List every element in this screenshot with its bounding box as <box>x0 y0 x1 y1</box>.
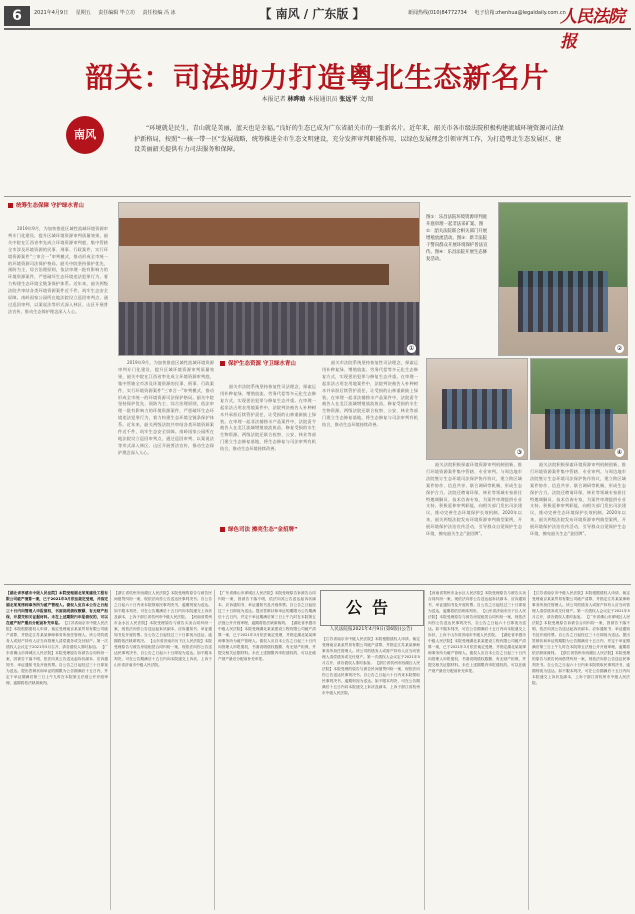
announcement-entry: 【河南省郑州市金水区人民法院】本院受理原告与被告买卖合同纠纷一案，现依法向你公告送达起诉状副本、应诉通知书、举证通知书及开庭传票。自公告之日起经过三十日即视为送达，逾期将依法缺席判决。 <box>428 591 526 613</box>
header-meta-right <box>408 9 572 16</box>
announcement-entry: 【山东省济南市历下区人民法院】本院受理原告与被告房屋租赁合同纠纷一案，现依法向你公告送达民事判决书，自公告之日起六十日即视为送达。如不服本判决，可在公告期满后十五日内向本院递交上诉状，上诉于山东省济南市中级人民法院。 <box>114 639 212 667</box>
section3-body: 韶关法院积极探索环境资源审判机制创新，推行环境资源案件集中管辖、专业审判。与周边地市法院签订生态环境司法保护协作协议，建立跨区域案件协作、信息共享、联合调研等机制，形成生态保护合力。法院还聘请环保、林业等领域专家担任特邀调解员、技术咨询专家，为案件审理提供专业支持。积极延伸审判职能，向相关部门发出司法建议，推动完善生态环境保护长效机制。2020年以来，韶关两级法院发布环境资源审判典型案例，开展环境保护法治宣传活动，引导群众自觉保护生态环境，擦亮韶关生态“金招牌”。 <box>426 462 522 537</box>
article-byline <box>0 94 635 103</box>
photo-number-badge: ② <box>616 345 623 352</box>
photo-number-badge: ① <box>408 345 415 352</box>
restoration-photo <box>530 358 628 460</box>
page-number: 6 <box>4 6 30 26</box>
announcement-subtitle: 人民法院报2021年4月9日(第6版)(公告) <box>329 627 413 632</box>
column-seal: 南风 <box>66 116 104 154</box>
photo-wall-band <box>119 218 419 245</box>
announcement-column-3 <box>218 590 316 910</box>
article-headline: 韶关：司法助力打造粤北生态新名片 <box>85 61 550 94</box>
newspaper-logo: 人民法院报 <box>560 7 624 52</box>
article-column-4 <box>322 360 418 580</box>
announcement-entry: 【山东省济南市历下区人民法院】本院受理原告与被告房屋租赁合同纠纷一案，现依法向你公告送达民事判决书，自公告之日起六十日即视为送达。如不服本判决，可在公告期满后十五日内向本院递交上诉状，上诉于山东省济南市中级人民法院。 <box>428 609 526 637</box>
section1-body: 2019年9月，为加快推进区域性流域环境资源审判专门化建设，提升区域环境资源审判质量效果，韶关中院在江西省率先成立环境资源审判庭，集中管辖全市涉及环境资源的民事、刑事、行政案件，实行环境资源案件“三审合一”审判模式，推动形成全市统一的环境资源司法保护格局。韶关中院坚持保护优先、预防为主、综合治理原则，依法审理一批有影响力的环境资源案件，严惩破坏生态环境违法犯罪行为，着力构建生态环境全链条保护体系。近年来，韶关两级法院共审结各类环境资源案件近千件，筑牢生态安全屏障。南岭国家公园所在地法院设立巡回审判点，通过巡回审判、以案说法等形式深入林区、山区开展普法宣传，推动生态保护理念深入人心。 <box>8 226 108 314</box>
channel-title: 【 南风 / 广东版 】 <box>259 7 365 21</box>
section-marker-icon <box>8 203 13 208</box>
section2-title <box>220 360 316 368</box>
article-column-2 <box>118 360 214 580</box>
section1-body-cont: 2019年9月，为加快推进区域性流域环境资源审判专门化建设，提升区域环境资源审判质量效果，韶关中院在江西省率先成立环境资源审判庭，集中管辖全市涉及环境资源的民事、刑事、行政案件，实行环境资源案件“三审合一”审判模式，推动形成全市统一的环境资源司法保护格局。韶关中院坚持保护优先、预防为主、综合治理原则，依法审理一批有影响力的环境资源案件，严惩破坏生态环境违法犯罪行为，着力构建生态环境全链条保护体系。近年来，韶关两级法院共审结各类环境资源案件近千件，筑牢生态安全屏障。南岭国家公园所在地法院设立巡回审判点，通过巡回审判、以案说法等形式深入林区、山区开展普法宣传，推动生态保护理念深入人心。 <box>118 360 214 455</box>
announcement-column-1 <box>6 590 108 910</box>
section2-body: 韶关市法院系统坚持恢复性司法理念，探索运用补种复绿、增殖放流、劳务代偿等多元化生态修复方式，实现惩治犯罪与修复生态并重。在审理一起非法占用农用地案件中，法院判决被告人补种树木并承担后续管护责任，让受损的山林重新披上绿装。在审理一起非法捕捞水产品案件中，法院责令被告人在北江流域增殖放流鱼苗，修复受损的水生生物资源。两级法院还联合检察、公安、林业等部门建立生态修复基地，将生态修复与司法审判有机结合，推动生态环境持续改善。 <box>220 384 316 452</box>
header-meta-left <box>34 9 182 16</box>
photo-participants <box>518 271 608 332</box>
announcement-entry: 【湖北省孝感市中级人民法院】本院受理湖北某某建设工程有限公司破产清算一案，已于2021年3月依法裁定受理，并指定湖北某某律师事务所为破产管理人。债权人应自本公告之日起三十日内向管理人申报债权，书面说明债权数额、有无财产担保，并提交相关证据材料。未在上述期限内申报债权的，可以在破产财产最后分配前补充申报。 <box>218 621 316 661</box>
section2-body-cont: 韶关市法院系统坚持恢复性司法理念，探索运用补种复绿、增殖放流、劳务代偿等多元化生态修复方式，实现惩治犯罪与修复生态并重。在审理一起非法占用农用地案件中，法院判决被告人补种树木并承担后续管护责任，让受损的山林重新披上绿装。在审理一起非法捕捞水产品案件中，法院责令被告人在北江流域增殖放流鱼苗，修复受损的水生生物资源。两级法院还联合检察、公安、林业等部门建立生态修复基地，将生态修复与司法审判有机结合，推动生态环境持续改善。 <box>322 360 418 428</box>
announcement-column-2 <box>114 590 212 910</box>
announcement-column-4 <box>322 636 420 910</box>
photo-caption: 图①：乐昌法院环境资源审判庭开庭审理一起非法采矿案。图②：韶关法院联合相关部门开展增殖放流活动。图③：新丰法院干警向群众开展环境保护普法宣传。图④：乐昌法院开展生态修复活动。 <box>426 215 488 262</box>
announcement-title: 公告 <box>345 598 398 617</box>
news-hotline: 新闻热线(010)84772734 <box>408 10 467 16</box>
photo-participants <box>442 389 512 429</box>
article-lead: “环境就是民生，青山就是美丽，蓝天也是幸福。”良好的生态已成为广东省韶关市的一张新名片。近年来，韶关市各市级法院积极构建流域环境资源司法保护新格局，按照“一核一带一区”发展战略，统筹推进全市生态文明建设，充分发挥审判职能作用，以绿色发展理念引领审判工作，为打造粤北生态发展区、建设美丽韶关提供有力司法服务和保障。 <box>134 125 564 153</box>
announcement-entry: 【江苏省南京市中级人民法院】本院根据债权人申请，裁定受理南京某某贸易有限公司破产清算，并指定江苏某某律师事务所担任管理人。该公司的债务人或财产持有人应当向管理人清偿债务或交付财产。第一次债权人会议定于2021年5月召开，请各债权人准时参加。 <box>322 637 420 665</box>
courtroom-photo <box>118 202 420 356</box>
photo-judges-bench <box>149 264 389 285</box>
announcement-entry: 【河南省郑州市金水区人民法院】本院受理原告与被告买卖合同纠纷一案，现依法向你公告送达起诉状副本、应诉通知书、举证通知书及开庭传票。自公告之日起经过三十日即视为送达，逾期将依法缺席判决。 <box>114 615 212 643</box>
section3-body-cont: 韶关法院积极探索环境资源审判机制创新，推行环境资源案件集中管辖、专业审判。与周边地市法院签订生态环境司法保护协作协议，建立跨区域案件协作、信息共享、联合调研等机制，形成生态保护合力。法院还聘请环保、林业等领域专家担任特邀调解员、技术咨询专家，为案件审理提供专业支持。积极延伸审判职能，向相关部门发出司法建议，推动完善生态环境保护长效机制。2020年以来，韶关两级法院发布环境资源审判典型案例，开展环境保护法治宣传活动，引导群众自觉保护生态环境，擦亮韶关生态“金招牌”。 <box>530 462 626 537</box>
section1-title <box>8 202 108 210</box>
byline-suffix: 文/图 <box>359 96 374 103</box>
announcement-entry: 【广东省佛山市禅城区人民法院】本院受理原告诉被告合同纠纷一案，因被告下落不明，依法向其公告送达起诉状副本、应诉通知书、举证通知书及开庭传票。自公告之日起经过三十日即视为送达。提出答辩状和举证的期限为公告期满后十五日内，并定于举证期满后第三日上午九时在本院第五法庭公开开庭审理，逾期将依法缺席裁判。 <box>532 615 630 655</box>
article-column-6 <box>530 462 626 580</box>
section3-title-text: 绿色司法 擦亮生态“金招牌” <box>228 527 298 533</box>
photo-participants <box>545 409 612 449</box>
announcement-entry: 【湖北省孝感市中级人民法院】本院受理湖北某某建设工程有限公司破产清算一案，已于2021年3月依法裁定受理，并指定湖北某某律师事务所为破产管理人。债权人应自本公告之日起三十日内向管理人申报债权，书面说明债权数额、有无财产担保，并提交相关证据材料。未在上述期限内申报债权的，可以在破产财产最后分配前补充申报。 <box>428 633 526 673</box>
photo-audience <box>119 302 419 355</box>
announcement-entry: 【湖北省孝感市中级人民法院】本院受理湖北某某建设工程有限公司破产清算一案，已于2021年3月依法裁定受理，并指定湖北某某律师事务所为破产管理人。债权人应自本公告之日起三十日内向管理人申报债权，书面说明债权数额、有无财产担保，并提交相关证据材料。未在上述期限内申报债权的，可以在破产财产最后分配前补充申报。 <box>6 591 108 625</box>
contact-email: 电子信箱:zhenhua@legaldaily.com.cn <box>474 10 566 16</box>
article-column-5 <box>426 462 522 580</box>
announcement-title-box <box>320 590 424 626</box>
column-rule <box>214 590 215 910</box>
header-rule <box>4 28 631 30</box>
column-rule <box>528 590 529 910</box>
reporter-name: 林晔晗 <box>287 96 306 103</box>
announcement-entry: 【广东省佛山市禅城区人民法院】本院受理原告诉被告合同纠纷一案，因被告下落不明，依法向其公告送达起诉状副本、应诉通知书、举证通知书及开庭传票。自公告之日起经过三十日即视为送达。提出答辩状和举证的期限为公告期满后十五日内，并定于举证期满后第三日上午九时在本院第五法庭公开开庭审理，逾期将依法缺席裁判。 <box>218 591 316 625</box>
section-marker-icon <box>220 527 225 532</box>
column-rule <box>110 590 111 910</box>
announcement-entry: 【浙江省杭州市西湖区人民法院】本院受理的原告与被告民间借贷纠纷一案，现依法向你公告送达民事判决书。自公告之日起六十日内来本院领取民事判决书，逾期则视为送达。如不服本判决，可在公告期满后十五日内向本院递交上诉状及副本，上诉于浙江省杭州市中级人民法院。 <box>114 591 212 619</box>
photo-number-badge: ③ <box>516 449 523 456</box>
column-rule <box>424 590 425 910</box>
announcement-entry: 【江苏省南京市中级人民法院】本院根据债权人申请，裁定受理南京某某贸易有限公司破产清算，并指定江苏某某律师事务所担任管理人。该公司的债务人或财产持有人应当向管理人清偿债务或交付财产。第一次债权人会议定于2021年5月召开，请各债权人准时参加。 <box>532 591 630 619</box>
byline-mid: 本报通讯员 <box>307 96 338 103</box>
section3-title <box>220 526 316 534</box>
issue-date: 2021年4月9日 <box>34 10 69 16</box>
release-photo <box>498 202 628 356</box>
announcement-divider <box>4 584 631 585</box>
photo-greenery <box>531 359 627 414</box>
announcement-entry: 【浙江省杭州市西湖区人民法院】本院受理的原告与被告民间借贷纠纷一案，现依法向你公告送达民事判决书。自公告之日起六十日内来本院领取民事判决书，逾期则视为送达。如不服本判决，可在公告期满后十五日内向本院递交上诉状及副本，上诉于浙江省杭州市中级人民法院。 <box>322 661 420 695</box>
editor-credit: 责任编辑 毕立功 <box>98 10 135 16</box>
outreach-photo <box>426 358 528 460</box>
lead-divider <box>4 196 631 197</box>
section1-title-text: 统筹生态保障 守护绿水青山 <box>16 203 84 209</box>
article-column-3 <box>220 384 316 580</box>
correspondent-name: 张远平 <box>339 96 358 103</box>
announcement-column-5 <box>428 590 526 910</box>
article-column-1 <box>8 226 108 578</box>
issue-weekday: 星期五 <box>75 10 91 16</box>
section-marker-icon <box>220 361 225 366</box>
announcement-entry: 【江苏省南京市中级人民法院】本院根据债权人申请，裁定受理南京某某贸易有限公司破产清算，并指定江苏某某律师事务所担任管理人。该公司的债务人或财产持有人应当向管理人清偿债务或交付财产。第一次债权人会议定于2021年5月召开，请各债权人准时参加。 <box>6 621 108 649</box>
photo-number-badge: ④ <box>616 449 623 456</box>
announcement-column-6 <box>532 590 630 910</box>
announcement-entry: 【广东省佛山市禅城区人民法院】本院受理原告诉被告合同纠纷一案，因被告下落不明，依法向其公告送达起诉状副本、应诉通知书、举证通知书及开庭传票。自公告之日起经过三十日即视为送达。提出答辩状和举证的期限为公告期满后十五日内，并定于举证期满后第三日上午九时在本院第五法庭公开开庭审理，逾期将依法缺席裁判。 <box>6 645 108 685</box>
section2-title-text: 保护生态资源 守卫绿水青山 <box>228 361 296 367</box>
announcement-entry: 【浙江省杭州市西湖区人民法院】本院受理的原告与被告民间借贷纠纷一案，现依法向你公告送达民事判决书。自公告之日起六十日内来本院领取民事判决书，逾期则视为送达。如不服本判决，可在公告期满后十五日内向本院递交上诉状及副本，上诉于浙江省杭州市中级人民法院。 <box>532 651 630 685</box>
proof-credit: 责任校编 冯 冰 <box>142 10 176 16</box>
byline-prefix: 本报记者 <box>261 96 286 103</box>
